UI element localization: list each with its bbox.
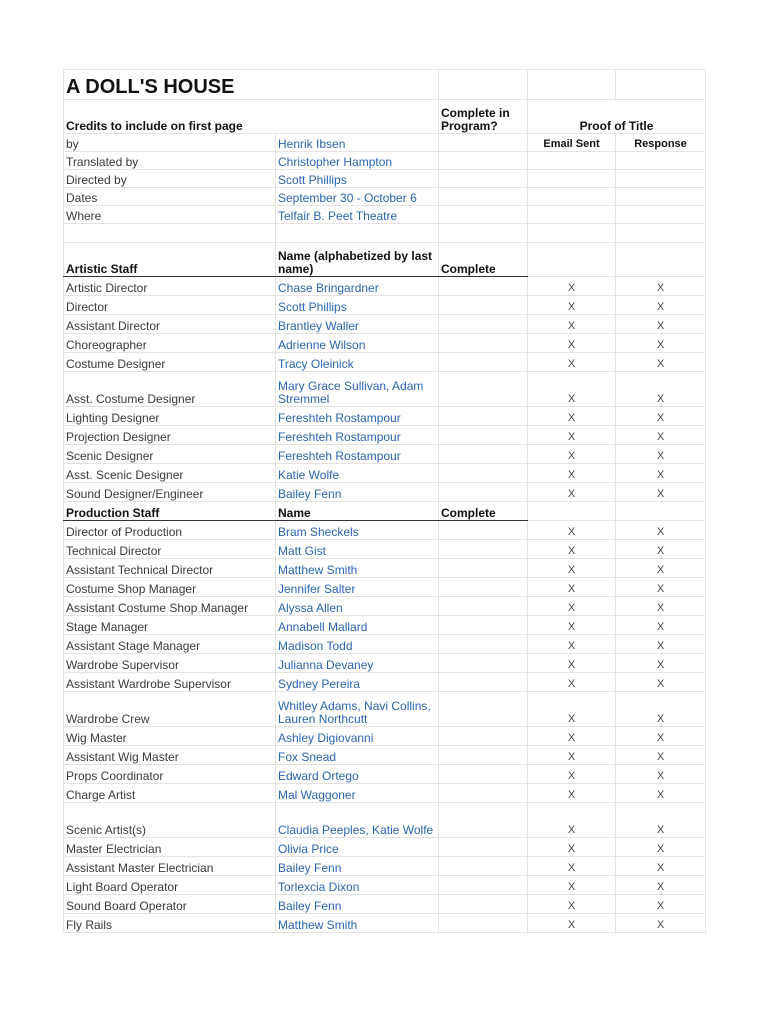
staff-row [64, 654, 706, 673]
response-header: Response [616, 134, 706, 152]
empty-cell[interactable] [439, 224, 528, 243]
staff-name[interactable]: Annabell Mallard [276, 616, 439, 635]
staff-row [64, 315, 706, 334]
staff-role[interactable]: Choreographer [64, 334, 276, 353]
staff-name[interactable]: Brantley Waller [276, 315, 439, 334]
response-cell[interactable] [616, 152, 706, 170]
staff-complete-cell[interactable] [439, 353, 528, 372]
credit-row [64, 170, 706, 188]
email-sent-cell[interactable] [528, 152, 616, 170]
response-mark[interactable]: X [616, 407, 706, 426]
email-sent-mark[interactable]: X [528, 784, 616, 803]
artistic-header-complete-col: Complete [439, 243, 528, 277]
credit-value[interactable]: Christopher Hampton [276, 152, 439, 170]
proof-of-title-header: Proof of Title [528, 100, 706, 134]
staff-name[interactable]: Bailey Fenn [276, 483, 439, 502]
staff-name[interactable]: Chase Bringardner [276, 277, 439, 296]
email-sent-mark[interactable]: X [528, 616, 616, 635]
email-sent-cell[interactable] [528, 170, 616, 188]
staff-name[interactable]: Jennifer Salter [276, 578, 439, 597]
staff-role[interactable]: Assistant Stage Manager [64, 635, 276, 654]
staff-complete-cell[interactable] [439, 635, 528, 654]
staff-role[interactable]: Director [64, 296, 276, 315]
email-sent-mark[interactable]: X [528, 521, 616, 540]
staff-complete-cell[interactable] [439, 803, 528, 838]
credit-complete-cell[interactable] [439, 152, 528, 170]
staff-row [64, 635, 706, 654]
staff-name[interactable]: Matt Gist [276, 540, 439, 559]
email-sent-mark[interactable]: X [528, 857, 616, 876]
staff-complete-cell[interactable] [439, 692, 528, 727]
credit-value[interactable]: September 30 - October 6 [276, 188, 439, 206]
empty-cell[interactable] [616, 70, 706, 100]
response-mark[interactable]: X [616, 914, 706, 933]
production-header-complete-col: Complete [439, 502, 528, 521]
staff-role[interactable]: Fly Rails [64, 914, 276, 933]
credit-row [64, 134, 706, 152]
staff-row [64, 483, 706, 502]
staff-complete-cell[interactable] [439, 857, 528, 876]
staff-row [64, 616, 706, 635]
response-mark[interactable]: X [616, 765, 706, 784]
staff-complete-cell[interactable] [439, 407, 528, 426]
empty-cell[interactable] [528, 243, 616, 277]
staff-role[interactable]: Assistant Director [64, 315, 276, 334]
staff-row [64, 746, 706, 765]
credits-complete-header: Complete in Program? [439, 100, 528, 134]
response-mark[interactable]: X [616, 635, 706, 654]
response-mark[interactable]: X [616, 464, 706, 483]
staff-role[interactable]: Asst. Costume Designer [64, 372, 276, 407]
response-mark[interactable]: X [616, 483, 706, 502]
email-sent-mark[interactable]: X [528, 895, 616, 914]
credit-complete-cell[interactable] [439, 206, 528, 224]
response-mark[interactable]: X [616, 315, 706, 334]
staff-complete-cell[interactable] [439, 372, 528, 407]
staff-complete-cell[interactable] [439, 334, 528, 353]
email-sent-mark[interactable]: X [528, 277, 616, 296]
staff-role[interactable]: Scenic Artist(s) [64, 803, 276, 838]
response-mark[interactable]: X [616, 597, 706, 616]
response-mark[interactable]: X [616, 334, 706, 353]
staff-row [64, 914, 706, 933]
staff-role[interactable]: Asst. Scenic Designer [64, 464, 276, 483]
staff-row [64, 559, 706, 578]
staff-role[interactable]: Projection Designer [64, 426, 276, 445]
staff-role[interactable]: Wig Master [64, 727, 276, 746]
empty-cell[interactable] [528, 502, 616, 521]
staff-row [64, 334, 706, 353]
staff-row [64, 673, 706, 692]
response-mark[interactable]: X [616, 673, 706, 692]
staff-name[interactable]: Mal Waggoner [276, 784, 439, 803]
staff-role[interactable]: Assistant Technical Director [64, 559, 276, 578]
email-sent-mark[interactable]: X [528, 334, 616, 353]
staff-name[interactable]: Scott Phillips [276, 296, 439, 315]
staff-name[interactable]: Sydney Pereira [276, 673, 439, 692]
response-mark[interactable]: X [616, 895, 706, 914]
email-sent-mark[interactable]: X [528, 559, 616, 578]
staff-row [64, 407, 706, 426]
email-sent-mark[interactable]: X [528, 673, 616, 692]
staff-name[interactable]: Torlexcia Dixon [276, 876, 439, 895]
staff-role[interactable]: Charge Artist [64, 784, 276, 803]
production-header-label: Production Staff [64, 502, 276, 521]
credit-row [64, 152, 706, 170]
credit-role[interactable]: Translated by [64, 152, 276, 170]
email-sent-mark[interactable]: X [528, 635, 616, 654]
staff-role[interactable]: Assistant Master Electrician [64, 857, 276, 876]
staff-complete-cell[interactable] [439, 616, 528, 635]
staff-role[interactable]: Sound Board Operator [64, 895, 276, 914]
spacer-row [64, 224, 706, 243]
staff-row [64, 727, 706, 746]
staff-complete-cell[interactable] [439, 426, 528, 445]
credit-row [64, 188, 706, 206]
staff-name[interactable]: Claudia Peeples, Katie Wolfe [276, 803, 439, 838]
empty-cell[interactable] [616, 243, 706, 277]
staff-row [64, 540, 706, 559]
email-sent-mark[interactable]: X [528, 876, 616, 895]
email-sent-mark[interactable]: X [528, 578, 616, 597]
response-mark[interactable]: X [616, 521, 706, 540]
staff-role[interactable]: Wardrobe Crew [64, 692, 276, 727]
staff-complete-cell[interactable] [439, 765, 528, 784]
staff-role[interactable]: Master Electrician [64, 838, 276, 857]
email-sent-mark[interactable]: X [528, 692, 616, 727]
staff-row [64, 803, 706, 838]
staff-row [64, 426, 706, 445]
email-sent-mark[interactable]: X [528, 407, 616, 426]
credit-complete-cell[interactable] [439, 170, 528, 188]
response-cell[interactable] [616, 188, 706, 206]
response-mark[interactable]: X [616, 803, 706, 838]
staff-row [64, 445, 706, 464]
empty-cell[interactable] [616, 502, 706, 521]
staff-role[interactable]: Assistant Wardrobe Supervisor [64, 673, 276, 692]
response-mark[interactable]: X [616, 838, 706, 857]
title-row [64, 70, 706, 100]
staff-row [64, 464, 706, 483]
staff-role[interactable]: Sound Designer/Engineer [64, 483, 276, 502]
email-sent-mark[interactable]: X [528, 914, 616, 933]
staff-row [64, 372, 706, 407]
staff-role[interactable]: Assistant Wig Master [64, 746, 276, 765]
staff-row [64, 296, 706, 315]
email-sent-mark[interactable]: X [528, 483, 616, 502]
response-mark[interactable]: X [616, 445, 706, 464]
staff-role[interactable]: Scenic Designer [64, 445, 276, 464]
response-mark[interactable]: X [616, 578, 706, 597]
staff-name[interactable]: Fox Snead [276, 746, 439, 765]
staff-complete-cell[interactable] [439, 559, 528, 578]
email-sent-mark[interactable]: X [528, 353, 616, 372]
staff-complete-cell[interactable] [439, 578, 528, 597]
staff-complete-cell[interactable] [439, 521, 528, 540]
staff-name[interactable]: Bram Sheckels [276, 521, 439, 540]
credit-role[interactable]: Where [64, 206, 276, 224]
credit-value[interactable]: Henrik Ibsen [276, 134, 439, 152]
email-sent-mark[interactable]: X [528, 765, 616, 784]
staff-name[interactable]: Mary Grace Sullivan, Adam Stremmel [276, 372, 439, 407]
staff-complete-cell[interactable] [439, 895, 528, 914]
response-mark[interactable]: X [616, 692, 706, 727]
credit-value[interactable]: Telfair B. Peet Theatre [276, 206, 439, 224]
artistic-header-name-col: Name (alphabetized by last name) [276, 243, 439, 277]
email-sent-mark[interactable]: X [528, 540, 616, 559]
email-sent-mark[interactable]: X [528, 654, 616, 673]
email-sent-mark[interactable]: X [528, 746, 616, 765]
staff-role[interactable]: Wardrobe Supervisor [64, 654, 276, 673]
staff-name[interactable]: Edward Ortego [276, 765, 439, 784]
email-sent-cell[interactable] [528, 188, 616, 206]
staff-row [64, 838, 706, 857]
staff-complete-cell[interactable] [439, 746, 528, 765]
staff-complete-cell[interactable] [439, 784, 528, 803]
staff-name[interactable]: Madison Todd [276, 635, 439, 654]
staff-complete-cell[interactable] [439, 727, 528, 746]
staff-name[interactable]: Katie Wolfe [276, 464, 439, 483]
email-sent-mark[interactable]: X [528, 464, 616, 483]
credit-complete-cell[interactable] [439, 134, 528, 152]
staff-row [64, 784, 706, 803]
response-mark[interactable]: X [616, 857, 706, 876]
staff-name[interactable]: Matthew Smith [276, 914, 439, 933]
email-sent-mark[interactable]: X [528, 597, 616, 616]
response-mark[interactable]: X [616, 277, 706, 296]
staff-complete-cell[interactable] [439, 876, 528, 895]
staff-complete-cell[interactable] [439, 838, 528, 857]
staff-row [64, 765, 706, 784]
staff-name[interactable]: Julianna Devaney [276, 654, 439, 673]
response-mark[interactable]: X [616, 296, 706, 315]
email-sent-mark[interactable]: X [528, 803, 616, 838]
staff-role[interactable]: Costume Shop Manager [64, 578, 276, 597]
response-mark[interactable]: X [616, 876, 706, 895]
staff-row [64, 277, 706, 296]
empty-cell[interactable] [439, 70, 528, 100]
staff-name[interactable]: Ashley Digiovanni [276, 727, 439, 746]
production-header-name-col: Name [276, 502, 439, 521]
empty-cell[interactable] [528, 70, 616, 100]
response-mark[interactable]: X [616, 372, 706, 407]
credit-role[interactable]: Directed by [64, 170, 276, 188]
staff-complete-cell[interactable] [439, 277, 528, 296]
email-sent-mark[interactable]: X [528, 445, 616, 464]
staff-complete-cell[interactable] [439, 540, 528, 559]
empty-cell[interactable] [276, 224, 439, 243]
staff-complete-cell[interactable] [439, 296, 528, 315]
artistic-header-row [64, 243, 706, 277]
staff-role[interactable]: Director of Production [64, 521, 276, 540]
staff-row [64, 692, 706, 727]
staff-complete-cell[interactable] [439, 445, 528, 464]
credit-role[interactable]: by [64, 134, 276, 152]
credits-header-label: Credits to include on first page [64, 100, 439, 134]
staff-row [64, 353, 706, 372]
staff-role[interactable]: Assistant Costume Shop Manager [64, 597, 276, 616]
staff-row [64, 578, 706, 597]
credit-complete-cell[interactable] [439, 188, 528, 206]
response-mark[interactable]: X [616, 426, 706, 445]
response-mark[interactable]: X [616, 784, 706, 803]
staff-name[interactable]: Bailey Fenn [276, 895, 439, 914]
staff-name[interactable]: Matthew Smith [276, 559, 439, 578]
credit-value[interactable]: Scott Phillips [276, 170, 439, 188]
staff-complete-cell[interactable] [439, 483, 528, 502]
staff-role[interactable]: Costume Designer [64, 353, 276, 372]
response-cell[interactable] [616, 206, 706, 224]
response-mark[interactable]: X [616, 559, 706, 578]
credits-spreadsheet [63, 69, 706, 933]
email-sent-mark[interactable]: X [528, 296, 616, 315]
response-mark[interactable]: X [616, 353, 706, 372]
staff-complete-cell[interactable] [439, 315, 528, 334]
staff-name[interactable]: Fereshteh Rostampour [276, 407, 439, 426]
staff-complete-cell[interactable] [439, 464, 528, 483]
staff-name[interactable]: Adrienne Wilson [276, 334, 439, 353]
email-sent-mark[interactable]: X [528, 727, 616, 746]
email-sent-mark[interactable]: X [528, 372, 616, 407]
staff-row [64, 597, 706, 616]
staff-name[interactable]: Tracy Oleinick [276, 353, 439, 372]
email-sent-mark[interactable]: X [528, 426, 616, 445]
staff-complete-cell[interactable] [439, 597, 528, 616]
response-mark[interactable]: X [616, 727, 706, 746]
credit-row [64, 206, 706, 224]
artistic-header-label: Artistic Staff [64, 243, 276, 277]
response-mark[interactable]: X [616, 540, 706, 559]
staff-role[interactable]: Light Board Operator [64, 876, 276, 895]
response-cell[interactable] [616, 170, 706, 188]
credit-role[interactable]: Dates [64, 188, 276, 206]
staff-row [64, 895, 706, 914]
email-sent-mark[interactable]: X [528, 838, 616, 857]
staff-name[interactable]: Olivia Price [276, 838, 439, 857]
email-sent-mark[interactable]: X [528, 315, 616, 334]
staff-role[interactable]: Props Coordinator [64, 765, 276, 784]
staff-role[interactable]: Artistic Director [64, 277, 276, 296]
staff-role[interactable]: Technical Director [64, 540, 276, 559]
staff-name[interactable]: Alyssa Allen [276, 597, 439, 616]
staff-row [64, 876, 706, 895]
email-sent-cell[interactable] [528, 206, 616, 224]
staff-role[interactable]: Lighting Designer [64, 407, 276, 426]
staff-row [64, 857, 706, 876]
staff-name[interactable]: Fereshteh Rostampour [276, 445, 439, 464]
staff-name[interactable]: Fereshteh Rostampour [276, 426, 439, 445]
empty-cell[interactable] [616, 224, 706, 243]
empty-cell[interactable] [64, 224, 276, 243]
production-header-row [64, 502, 706, 521]
staff-name[interactable]: Whitley Adams, Navi Collins, Lauren Northcutt [276, 692, 439, 727]
response-mark[interactable]: X [616, 654, 706, 673]
response-mark[interactable]: X [616, 616, 706, 635]
staff-complete-cell[interactable] [439, 914, 528, 933]
staff-complete-cell[interactable] [439, 654, 528, 673]
staff-complete-cell[interactable] [439, 673, 528, 692]
staff-role[interactable]: Stage Manager [64, 616, 276, 635]
page-title: A DOLL'S HOUSE [64, 70, 439, 100]
credits-header-row [64, 100, 706, 134]
response-mark[interactable]: X [616, 746, 706, 765]
staff-row [64, 521, 706, 540]
email-sent-header: Email Sent [528, 134, 616, 152]
empty-cell[interactable] [528, 224, 616, 243]
staff-name[interactable]: Bailey Fenn [276, 857, 439, 876]
